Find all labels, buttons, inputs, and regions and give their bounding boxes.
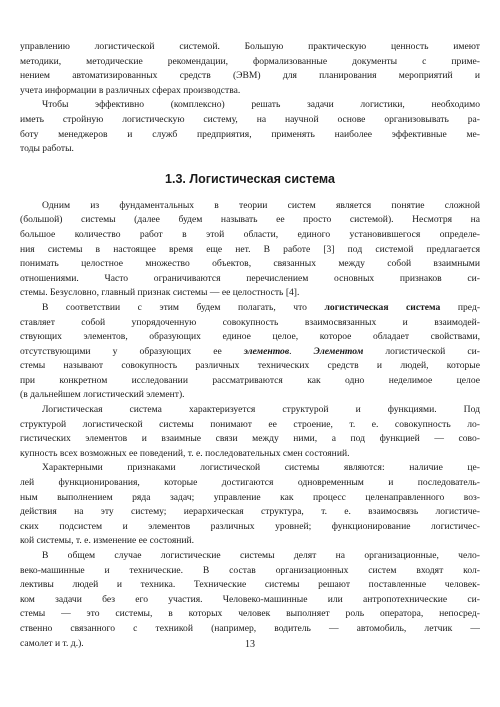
text-line: ственно связанного с техникой (например, водитель — автомобиль, летчик — <box>20 622 480 634</box>
text-line: отношениями. Часто ограничиваются перечислением основных признаков си- <box>20 272 480 284</box>
text-fragment: отсутствующими у образующих ее <box>20 345 222 357</box>
term-logistic-system: логистическая система <box>324 301 441 313</box>
text-line: большое количество работ в этой области, единого установившегося определе- <box>20 228 480 240</box>
text-line: структурой логистической системы понимают ее строение, т. е. совокупность ло- <box>20 418 480 430</box>
text-line: нением автоматизированных средств (ЭВМ) для планирования мероприятий и <box>20 70 480 82</box>
text-line: при конкретном исследовании рассматриваются как одно неделимое целое <box>20 374 480 386</box>
text-line: ских подсистем и элементов различных уровней; функционирование логистичес- <box>20 520 480 532</box>
section-heading: 1.3. Логистическая система <box>165 171 335 186</box>
term-element: Элементом <box>313 345 364 357</box>
text-fragment: логистической си- <box>385 345 480 357</box>
text-line: (в дальнейшем логистический элемент). <box>20 389 185 401</box>
text-line: управлению логистической системой. Большую практическую ценность имеют <box>20 41 480 52</box>
text-line: ствующих элементов, образующих единое целое, которое обладает свойствами, <box>20 331 480 343</box>
text-line: стемы. Безусловно, главный признак системы — ее целостность [4]. <box>20 287 300 299</box>
text-line: ком задачи без его участия. Человеко-машинные или антропотехнические си- <box>20 593 480 605</box>
text-line: иметь стройную логистическую систему, на научной основе организовывать ра- <box>20 113 480 125</box>
text-line: тоды работы. <box>20 143 74 155</box>
text-line: Чтобы эффективно (комплексно) решать задачи логистики, необходимо <box>42 99 480 111</box>
text-line: ным выполнением ряда задач; управление как процесс целенаправленного воз- <box>20 491 480 503</box>
text-line: действия на эту систему; иерархическая структура, т. е. взаимосвязь логистиче- <box>20 506 480 518</box>
text-line: купность всех возможных ее поведений, т. е. последовательных смен состояний. <box>20 447 350 459</box>
text-line: (большой) системы (далее будем называть ее просто системой). Несмотря на <box>20 214 480 226</box>
text-line <box>20 345 480 360</box>
text-line: боту менеджеров и служб предприятия, применять наиболее эффективные ме- <box>20 128 480 140</box>
text-fragment: пред- <box>457 301 480 313</box>
text-line: стемы — это системы, в которых человек выполняет роль оператора, непосред- <box>20 608 480 620</box>
text-line: ставляет собой упорядоченную совокупность взаимосвязанных и взаимодей- <box>20 316 480 328</box>
text-line: лективы людей и техника. Технические системы решают поставленные человек- <box>20 579 480 591</box>
term-elements: элементов <box>243 345 290 357</box>
text-line: ния системы в настоящее время еще нет. В работе [3] под системой предлагается <box>20 243 480 255</box>
text-fragment: В соответствии с этим будем полагать, что <box>42 301 307 313</box>
text-line: кой системы, т. е. изменение ее состояний. <box>20 535 195 547</box>
text-line: В общем случае логистические системы делят на организационные, чело- <box>42 550 480 561</box>
text-fragment: . <box>289 345 292 357</box>
text-line: самолет и т. д.). <box>20 637 84 649</box>
page-number: 13 <box>245 639 255 650</box>
text-line: Логистическая система характеризуется структурой и функциями. Под <box>42 404 480 416</box>
text-line: веко-машинные и технические. В состав организационных систем входят кол- <box>20 564 480 576</box>
text-line: Характерными признаками логистической системы являются: наличие це- <box>42 462 480 474</box>
text-line: стемы называют совокупность различных технических средств и людей, которые <box>20 360 480 372</box>
text-line <box>20 301 480 316</box>
text-line: лей функционирования, которые достигаются одновременным и последователь- <box>20 477 480 489</box>
text-line: учета информации в различных сферах производства. <box>20 84 241 96</box>
body-text <box>20 40 480 651</box>
text-line: методики, методические рекомендации, формализованные документы с приме- <box>20 55 480 67</box>
text-line: понимать целостное множество объектов, связанных между собой взаимными <box>20 258 480 270</box>
text-line: гистических элементов и взаимные связи между ними, а под функцией — сово- <box>20 433 480 445</box>
text-line: Одним из фундаментальных в теории систем является понятие сложной <box>42 199 480 211</box>
